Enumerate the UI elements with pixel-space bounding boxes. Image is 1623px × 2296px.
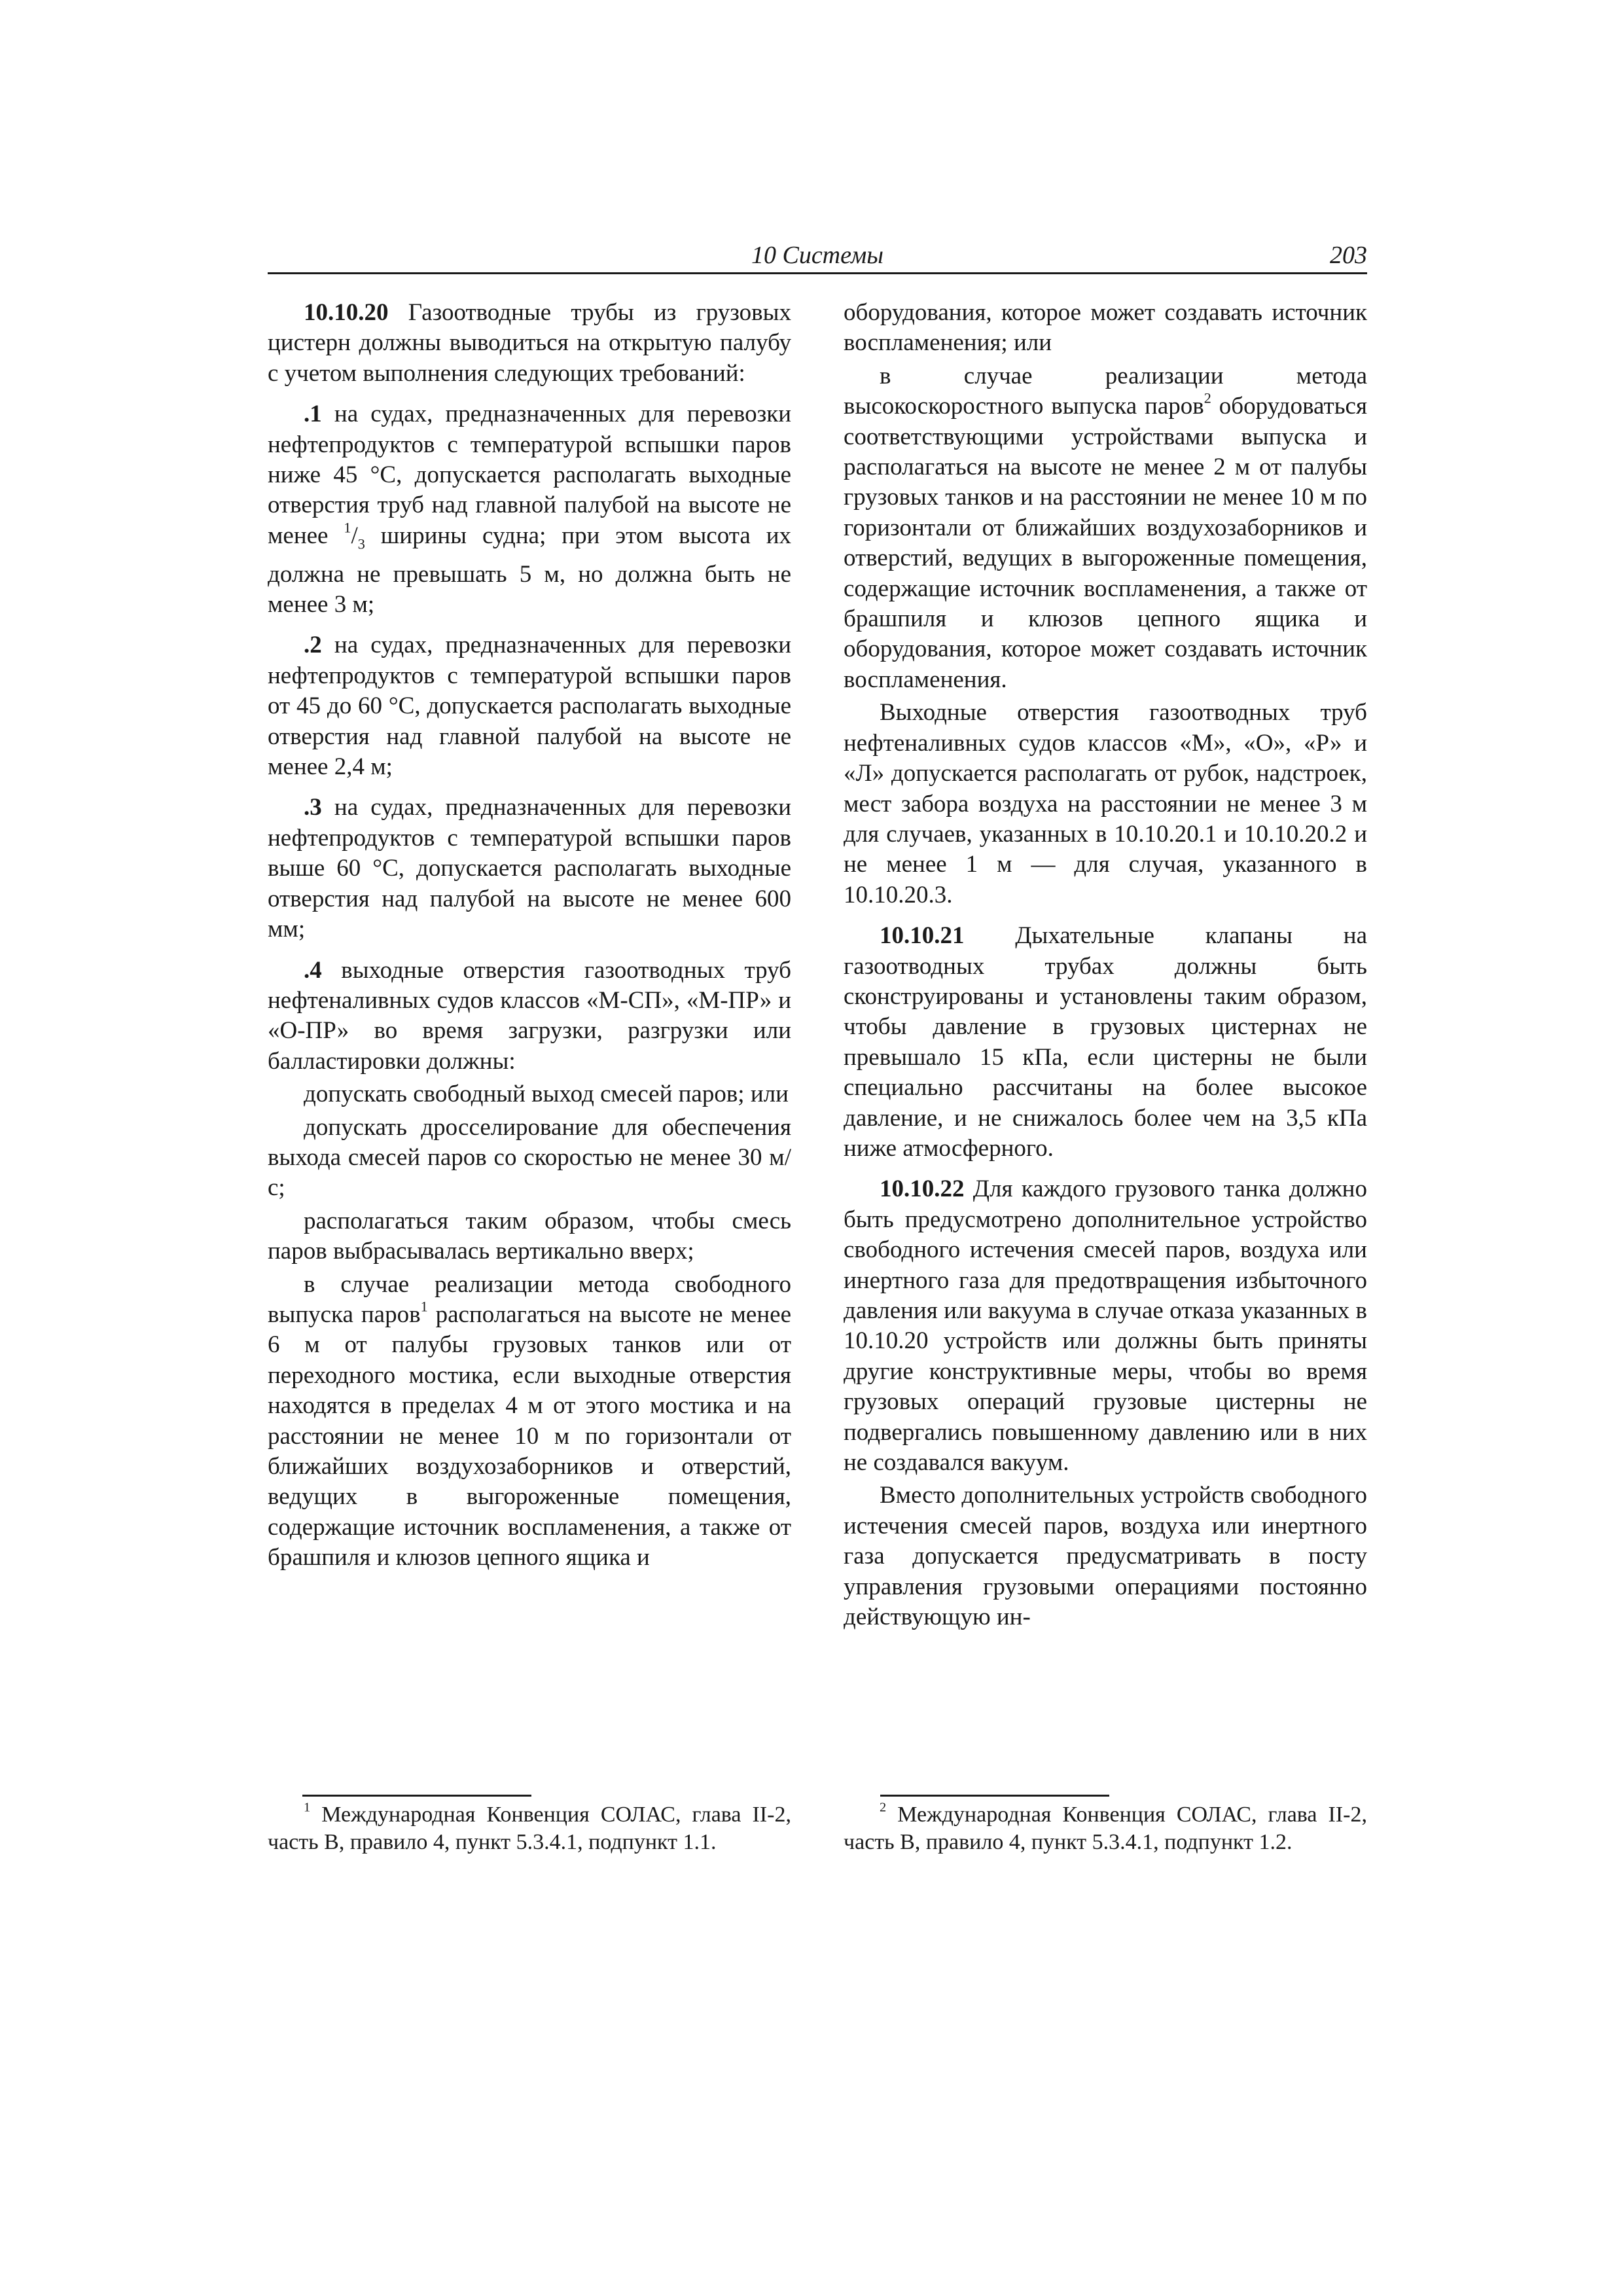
footnote-ref-2: 2 (1204, 389, 1211, 406)
item-4 (268, 956, 791, 1077)
footnote-text: Международная Конвенция СОЛАС, глава II-2, часть B, правило 4, пункт 5.3.4.1, подпункт 1.2. (844, 1803, 1367, 1854)
footnote-text: Международная Конвенция СОЛАС, глава II-2, часть B, правило 4, пункт 5.3.4.1, подпункт 1.1. (268, 1803, 791, 1854)
item-text: на судах, предназначенных для перевозки нефтепродуктов с температурой вспышки паров выше 60 °С, допускается располагать выходные отверстия над палубой на высоте не менее 600 мм; (268, 794, 791, 943)
page-number: 203 (1330, 242, 1367, 269)
subitem-text: в случае реализации метода высокоскоростного выпуска паров (844, 362, 1367, 420)
subitem-text: в случае реализации метода свободного выпуска паров (268, 1270, 791, 1328)
item-number: .1 (304, 401, 322, 428)
paragraph-text: Дыхательные клапаны на газоотводных трубах должны быть сконструированы и установлены таким образом, чтобы давление в грузовых цистернах не превышало 15 кПа, если цистерны не были специально рассчитаны на более высокое давление, и не снижалось более чем на 3,5 кПа ниже атмосферного. (844, 922, 1367, 1162)
running-header (268, 240, 1367, 274)
footnote-ref-1: 1 (420, 1298, 428, 1315)
paragraph-instead: Вместо дополнительных устройств свободного истечения смесей паров, воздуха или инертного газа допускается предусматривать в посту управления грузовыми операциями постоянно действующую ин- (844, 1482, 1367, 1631)
item-text: на судах, предназначенных для перевозки нефтепродуктов с температурой вспышки паров ниже 45 °С, допускается располагать выходные отверстия труб над главной палубой на высоте не менее (268, 401, 791, 549)
fraction-denominator: 3 (357, 535, 365, 552)
item-text: выходные отверстия газоотводных труб нефтеналивных судов классов «М-СП», «М-ПР» и «О-ПР» во время загрузки, разгрузки или балластировки должны: (268, 956, 791, 1075)
item-number: .2 (304, 632, 322, 659)
paragraph-outlets: Выходные отверстия газоотводных труб нефтеналивных судов классов «М», «О», «Р» и «Л» допускается располагать от рубок, надстроек, мест забора воздуха на расстоянии не менее 3 м для случаев, указанных в 10.10.20.1 и 10.10.20.2 и не менее 1 м — для случая, указанного в 10.10.20.3. (844, 699, 1367, 908)
item-2 (268, 630, 791, 782)
clause-number: 10.10.20 (304, 299, 389, 326)
item-text: ширины судна; при этом высота их должна не превышать 5 м, но должна быть не менее 3 м; (268, 522, 792, 619)
clause-number: 10.10.21 (880, 922, 965, 950)
paragraph-10-10-22 (844, 1174, 1367, 1478)
subitem-2: допускать дросселирование для обеспечения выхода смесей паров со скоростью не менее 30 м/с; (268, 1113, 791, 1202)
paragraph-10-10-21 (844, 921, 1367, 1164)
subitem-1: допускать свободный выход смесей паров; или (304, 1081, 789, 1108)
item-text: на судах, предназначенных для перевозки нефтепродуктов с температурой вспышки паров от 45 до 60 °С, допускается располагать выходные отверстия над главной палубой на высоте не менее 2,4 м; (268, 632, 791, 781)
subitem-text: оборудоваться соответствующими устройствами выпуска и располагаться на высоте не менее 2 м от палубы грузовых танков и на расстоянии не менее 10 м по горизонтали от ближайших воздухозаборников и отверстий, ведущих в выгороженные помещения, содержащие источник воспламенения, а также от брашпиля и клюзов цепного ящика и оборудования, которое может создавать источник воспламенения. (844, 393, 1368, 693)
item-number: .4 (304, 956, 322, 984)
clause-number: 10.10.22 (880, 1175, 965, 1203)
footnote-separator (880, 1795, 1109, 1797)
paragraph-text: Газоотводные трубы из грузовых цистерн должны выводиться на открытую палубу с учетом выполнения следующих требований: (268, 299, 791, 387)
continued-text: оборудования, которое может создавать источник воспламенения; или (844, 299, 1367, 357)
subitem-4 (268, 1270, 791, 1573)
footnote-2 (844, 1801, 1367, 1856)
fraction-numerator: 1 (344, 519, 351, 536)
footnote-1 (268, 1801, 791, 1856)
subitem-5 (844, 361, 1367, 695)
item-number: .3 (304, 794, 322, 821)
left-column (268, 298, 791, 1573)
section-title: 10 Системы (751, 242, 884, 269)
right-column (844, 298, 1367, 1632)
item-3 (268, 793, 791, 944)
footnote-marker: 1 (304, 1800, 311, 1815)
footnote-marker: 2 (880, 1800, 887, 1815)
item-1: .1 на судах, предназначенных для перевозки нефтепродуктов с температурой вспышки паров ниже 45 °С, допускается располагать выходные отверстия труб над главной палубой на высоте не менее $^1/_3$ ширины судна; при этом высота их должна не превышать 5 м, но должна быть не менее 3 м; (268, 401, 792, 619)
subitem-text: располагаться на высоте не менее 6 м от палубы грузовых танков или от переходного мостика, если выходные отверстия находятся в пределах 4 м от этого мостика и на расстоянии не менее 10 м по горизонтали от ближайших воздухозаборников и отверстий, ведущих в выгороженные помещения, содержащие источник воспламенения, а также от брашпиля и клюзов цепного ящика и (268, 1300, 791, 1571)
subitem-3: располагаться таким образом, чтобы смесь паров выбрасывалась вертикально вверх; (268, 1207, 791, 1265)
footnote-separator (302, 1795, 531, 1797)
paragraph-10-10-20 (268, 298, 791, 389)
paragraph-text: Для каждого грузового танка должно быть предусмотрено дополнительное устройство свободного истечения смесей паров, воздуха или инертного газа для предотвращения избыточного давления или вакуума в случае отказа указанных в 10.10.20 устройств или должны быть приняты другие конструктивные меры, чтобы во время грузовых операций грузовые цистерны не подвергались повышенному давлению или в них не создавался вакуум. (844, 1175, 1367, 1477)
